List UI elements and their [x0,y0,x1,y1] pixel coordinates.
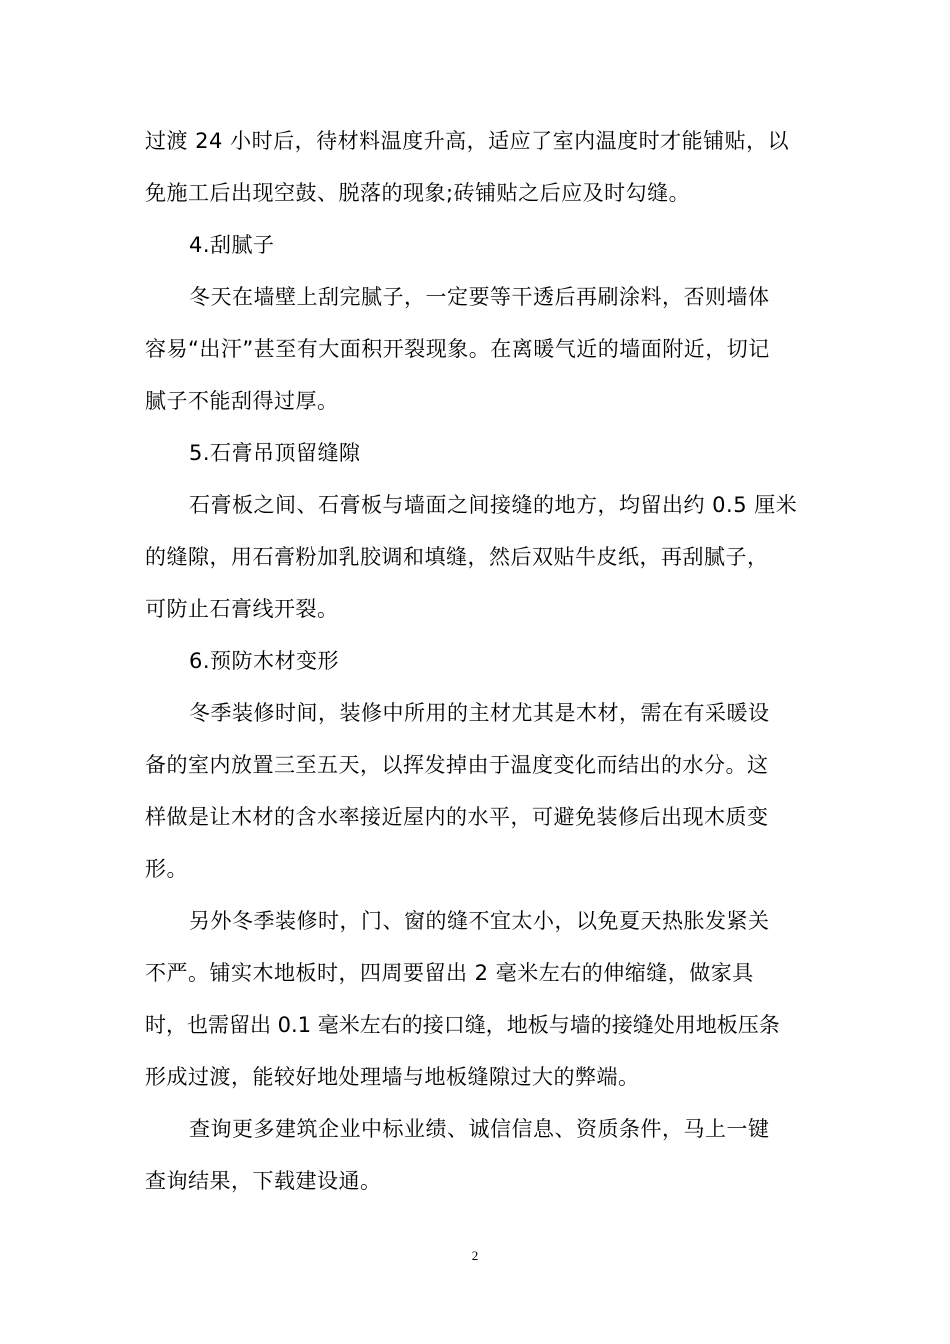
text-line: 的缝隙，用石膏粉加乳胶调和填缝，然后双贴牛皮纸，再刮腻子， [145,545,769,569]
paragraph-promo [145,1103,810,1207]
text-line: 备的室内放置三至五天，以挥发掉由于温度变化而结出的水分。这 [145,753,769,777]
text-line: 样做是让木材的含水率接近屋内的水平，可避免装修后出现木质变 [145,805,769,829]
text-line: 石膏板之间、石膏板与墙面之间接缝的地方，均留出约 0.5 厘米 [189,493,798,517]
text-line: 可防止石膏线开裂。 [145,597,339,621]
paragraph-gypsum-ceiling [145,479,810,635]
body-text [145,115,810,1207]
text-line: 另外冬季装修时，门、窗的缝不宜太小，以免夏天热胀发紧关 [189,909,770,933]
page-number: 2 [471,1248,479,1263]
text-line: 容易“出汗”甚至有大面积开裂现象。在离暖气近的墙面附近，切记 [145,337,770,361]
paragraph-putty [145,271,810,427]
text-line: 冬季装修时间，装修中所用的主材尤其是木材，需在有采暖设 [189,701,770,725]
text-line: 形。 [145,857,188,881]
heading-text: 6.预防木材变形 [189,649,340,673]
heading-text: 5.石膏吊顶留缝隙 [189,441,361,465]
text-line: 冬天在墙壁上刮完腻子，一定要等干透后再刷涂料，否则墙体 [189,285,770,309]
text-line: 不严。铺实木地板时，四周要留出 2 毫米左右的伸缩缝，做家具 [145,961,754,985]
text-line: 查询结果，下载建设通。 [145,1169,382,1193]
paragraph-wood-deformation [145,687,810,895]
text-line: 查询更多建筑企业中标业绩、诚信信息、资质条件，马上一键 [189,1117,770,1141]
text-line: 过渡 24 小时后，待材料温度升高，适应了室内温度时才能铺贴，以 [145,129,790,153]
text-line: 腻子不能刮得过厚。 [145,389,339,413]
paragraph-tile-installation-cont [145,115,810,219]
heading-text: 4.刮腻子 [189,233,275,257]
section-heading-gypsum-ceiling [145,427,810,479]
text-line: 时，也需留出 0.1 毫米左右的接口缝，地板与墙的接缝处用地板压条 [145,1013,780,1037]
text-line: 免施工后出现空鼓、脱落的现象;砖铺贴之后应及时勾缝。 [145,181,691,205]
text-line: 形成过渡，能较好地处理墙与地板缝隙过大的弊端。 [145,1065,640,1089]
section-heading-wood-deformation [145,635,810,687]
section-heading-putty [145,219,810,271]
paragraph-door-window-gaps [145,895,810,1103]
